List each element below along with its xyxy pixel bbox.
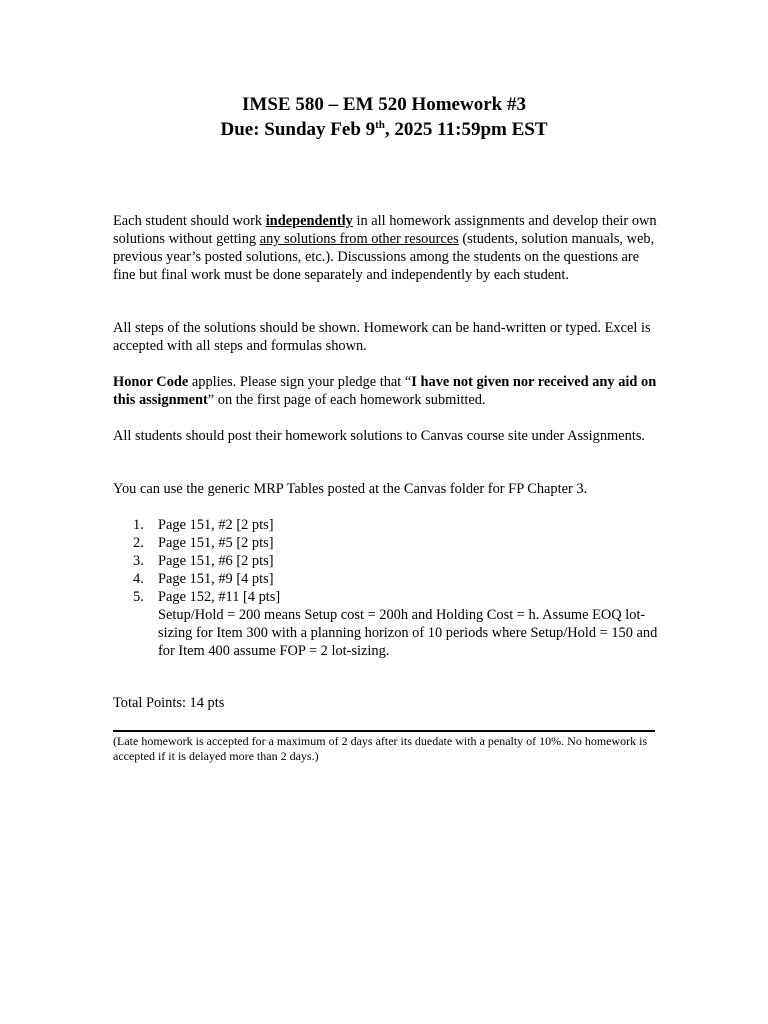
other-resources-emphasis: any solutions from other resources: [259, 231, 459, 247]
independence-text-3: (students, solution manuals, web, previous year’s posted solutions, etc.). Discussions among the students on the questions are fine but final work must be done separately and independently by each student.: [113, 231, 655, 283]
problem-text: Page 151, #6 [2 pts]: [158, 553, 274, 569]
homework-title: IMSE 580 – EM 520 Homework #3: [242, 94, 526, 115]
honor-code-text-1: applies. Please sign your pledge that “: [188, 374, 412, 390]
due-date-prefix: Due: Sunday Feb 9: [220, 119, 376, 140]
problem-item: [113, 570, 658, 588]
problem-number: 3.: [133, 553, 144, 569]
problem-number: 5.: [133, 589, 144, 605]
problem-item: [113, 588, 658, 660]
independence-paragraph: [113, 212, 658, 284]
independence-text-2: in all homework assignments and develop their own solutions without getting: [113, 213, 657, 247]
due-date-ordinal: th: [375, 119, 385, 131]
honor-code-text-2: ” on the first page of each homework submitted.: [207, 392, 486, 408]
honor-code-paragraph: [113, 373, 658, 409]
problem-text: Page 151, #2 [2 pts]: [158, 517, 274, 533]
total-points: Total Points: 14 pts: [113, 695, 225, 711]
problem-text: Page 151, #9 [4 pts]: [158, 571, 274, 587]
problem-item: [113, 534, 658, 552]
problem-number: 4.: [133, 571, 144, 587]
problem-list: [113, 516, 658, 660]
problem-text: Page 152, #11 [4 pts]: [158, 589, 281, 605]
steps-paragraph: All steps of the solutions should be shown. Homework can be hand-written or typed. Excel is accepted with all steps and formulas shown.: [113, 320, 651, 354]
late-policy-note: (Late homework is accepted for a maximum of 2 days after its duedate with a penalty of 10%. No homework is accepted if it is delayed more than 2 days.): [113, 734, 648, 763]
due-date-suffix: , 2025 11:59pm EST: [384, 119, 548, 140]
honor-pledge-text: I have not given nor received any aid on this assignment: [113, 374, 657, 408]
due-date: [0, 117, 768, 142]
problem-note: Setup/Hold = 200 means Setup cost = 200h and Holding Cost = h. Assume EOQ lot-sizing for Item 300 with a planning horizon of 10 periods where Setup/Hold = 150 and for Item 400 assume FOP = 2 lot-sizing.: [158, 607, 658, 659]
problem-text: Page 151, #5 [2 pts]: [158, 535, 274, 551]
honor-code-label: Honor Code: [113, 374, 189, 390]
problem-item: [113, 552, 658, 570]
homework-title-block: [0, 92, 768, 142]
problem-number: 2.: [133, 535, 144, 551]
independently-emphasis: independently: [265, 213, 353, 229]
submission-paragraph: All students should post their homework solutions to Canvas course site under Assignments.: [113, 428, 646, 444]
footnote-divider: [113, 730, 655, 732]
problem-item: [113, 516, 658, 534]
mrp-tables-paragraph: You can use the generic MRP Tables posted at the Canvas folder for FP Chapter 3.: [113, 481, 588, 497]
problem-number: 1.: [133, 517, 144, 533]
independence-text-1: Each student should work: [113, 213, 266, 229]
